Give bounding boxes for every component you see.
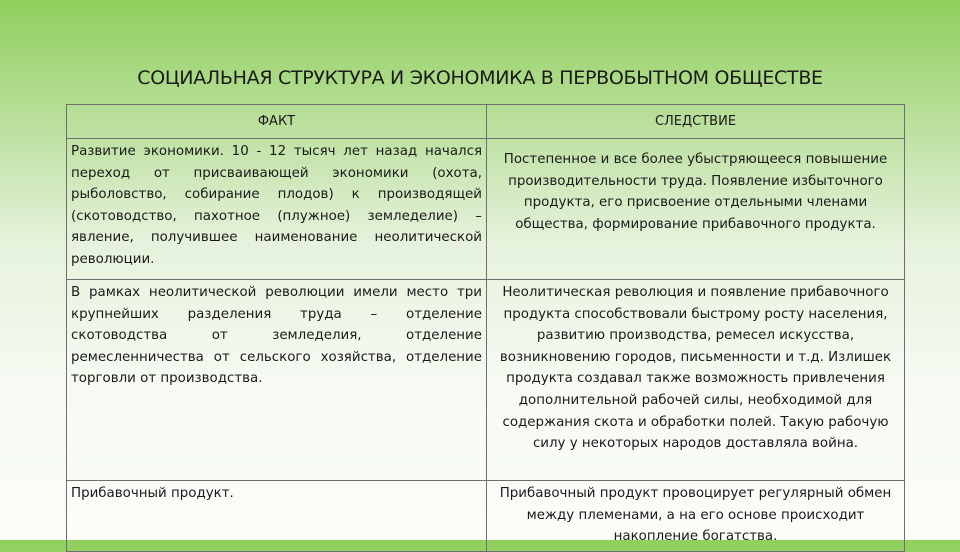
table-row (67, 139, 905, 280)
fact-consequence-table (66, 104, 905, 552)
page-title: СОЦИАЛЬНАЯ СТРУКТУРА И ЭКОНОМИКА В ПЕРВОБЫТНОМ ОБЩЕСТВЕ (137, 67, 823, 89)
header-fact: ФАКТ (67, 105, 487, 139)
table-header-row (67, 105, 905, 139)
fact-cell: Прибавочный продукт. (67, 481, 487, 552)
fact-cell: Развитие экономики. 10 - 12 тысяч лет назад начался переход от присваивающей экономики (охота, рыболовство, собирание плодов) к производящей (скотоводство, пахотное (плужное) земледелие) – явление, получившее наименование неолитической революции. (67, 139, 487, 280)
consequence-cell: Неолитическая революция и появление прибавочного продукта способствовали быстрому росту населения, развитию производства, ремесел искусства, возникновению городов, письменности и т.д. Излишек продукта создавал также возможность привлечения дополнительной рабочей силы, необходимой для содержания скота и обработки полей. Такую рабочую силу у некоторых народов доставляла война. (487, 280, 905, 481)
header-consequence: СЛЕДСТВИЕ (487, 105, 905, 139)
fact-cell: В рамках неолитической революции имели место три крупнейших разделения труда – отделение скотоводства от земледелия, отделение ремесленничества от сельского хозяйства, отделение торговли от производства. (67, 280, 487, 481)
table-row (67, 280, 905, 481)
consequence-cell: Постепенное и все более убыстряющееся повышение производительности труда. Появление избыточного продукта, его присвоение отдельными членами общества, формирование прибавочного продукта. (487, 139, 905, 280)
consequence-cell: Прибавочный продукт провоцирует регулярный обмен между племенами, а на его основе происходит накопление богатства. (487, 481, 905, 552)
table-row (67, 481, 905, 552)
